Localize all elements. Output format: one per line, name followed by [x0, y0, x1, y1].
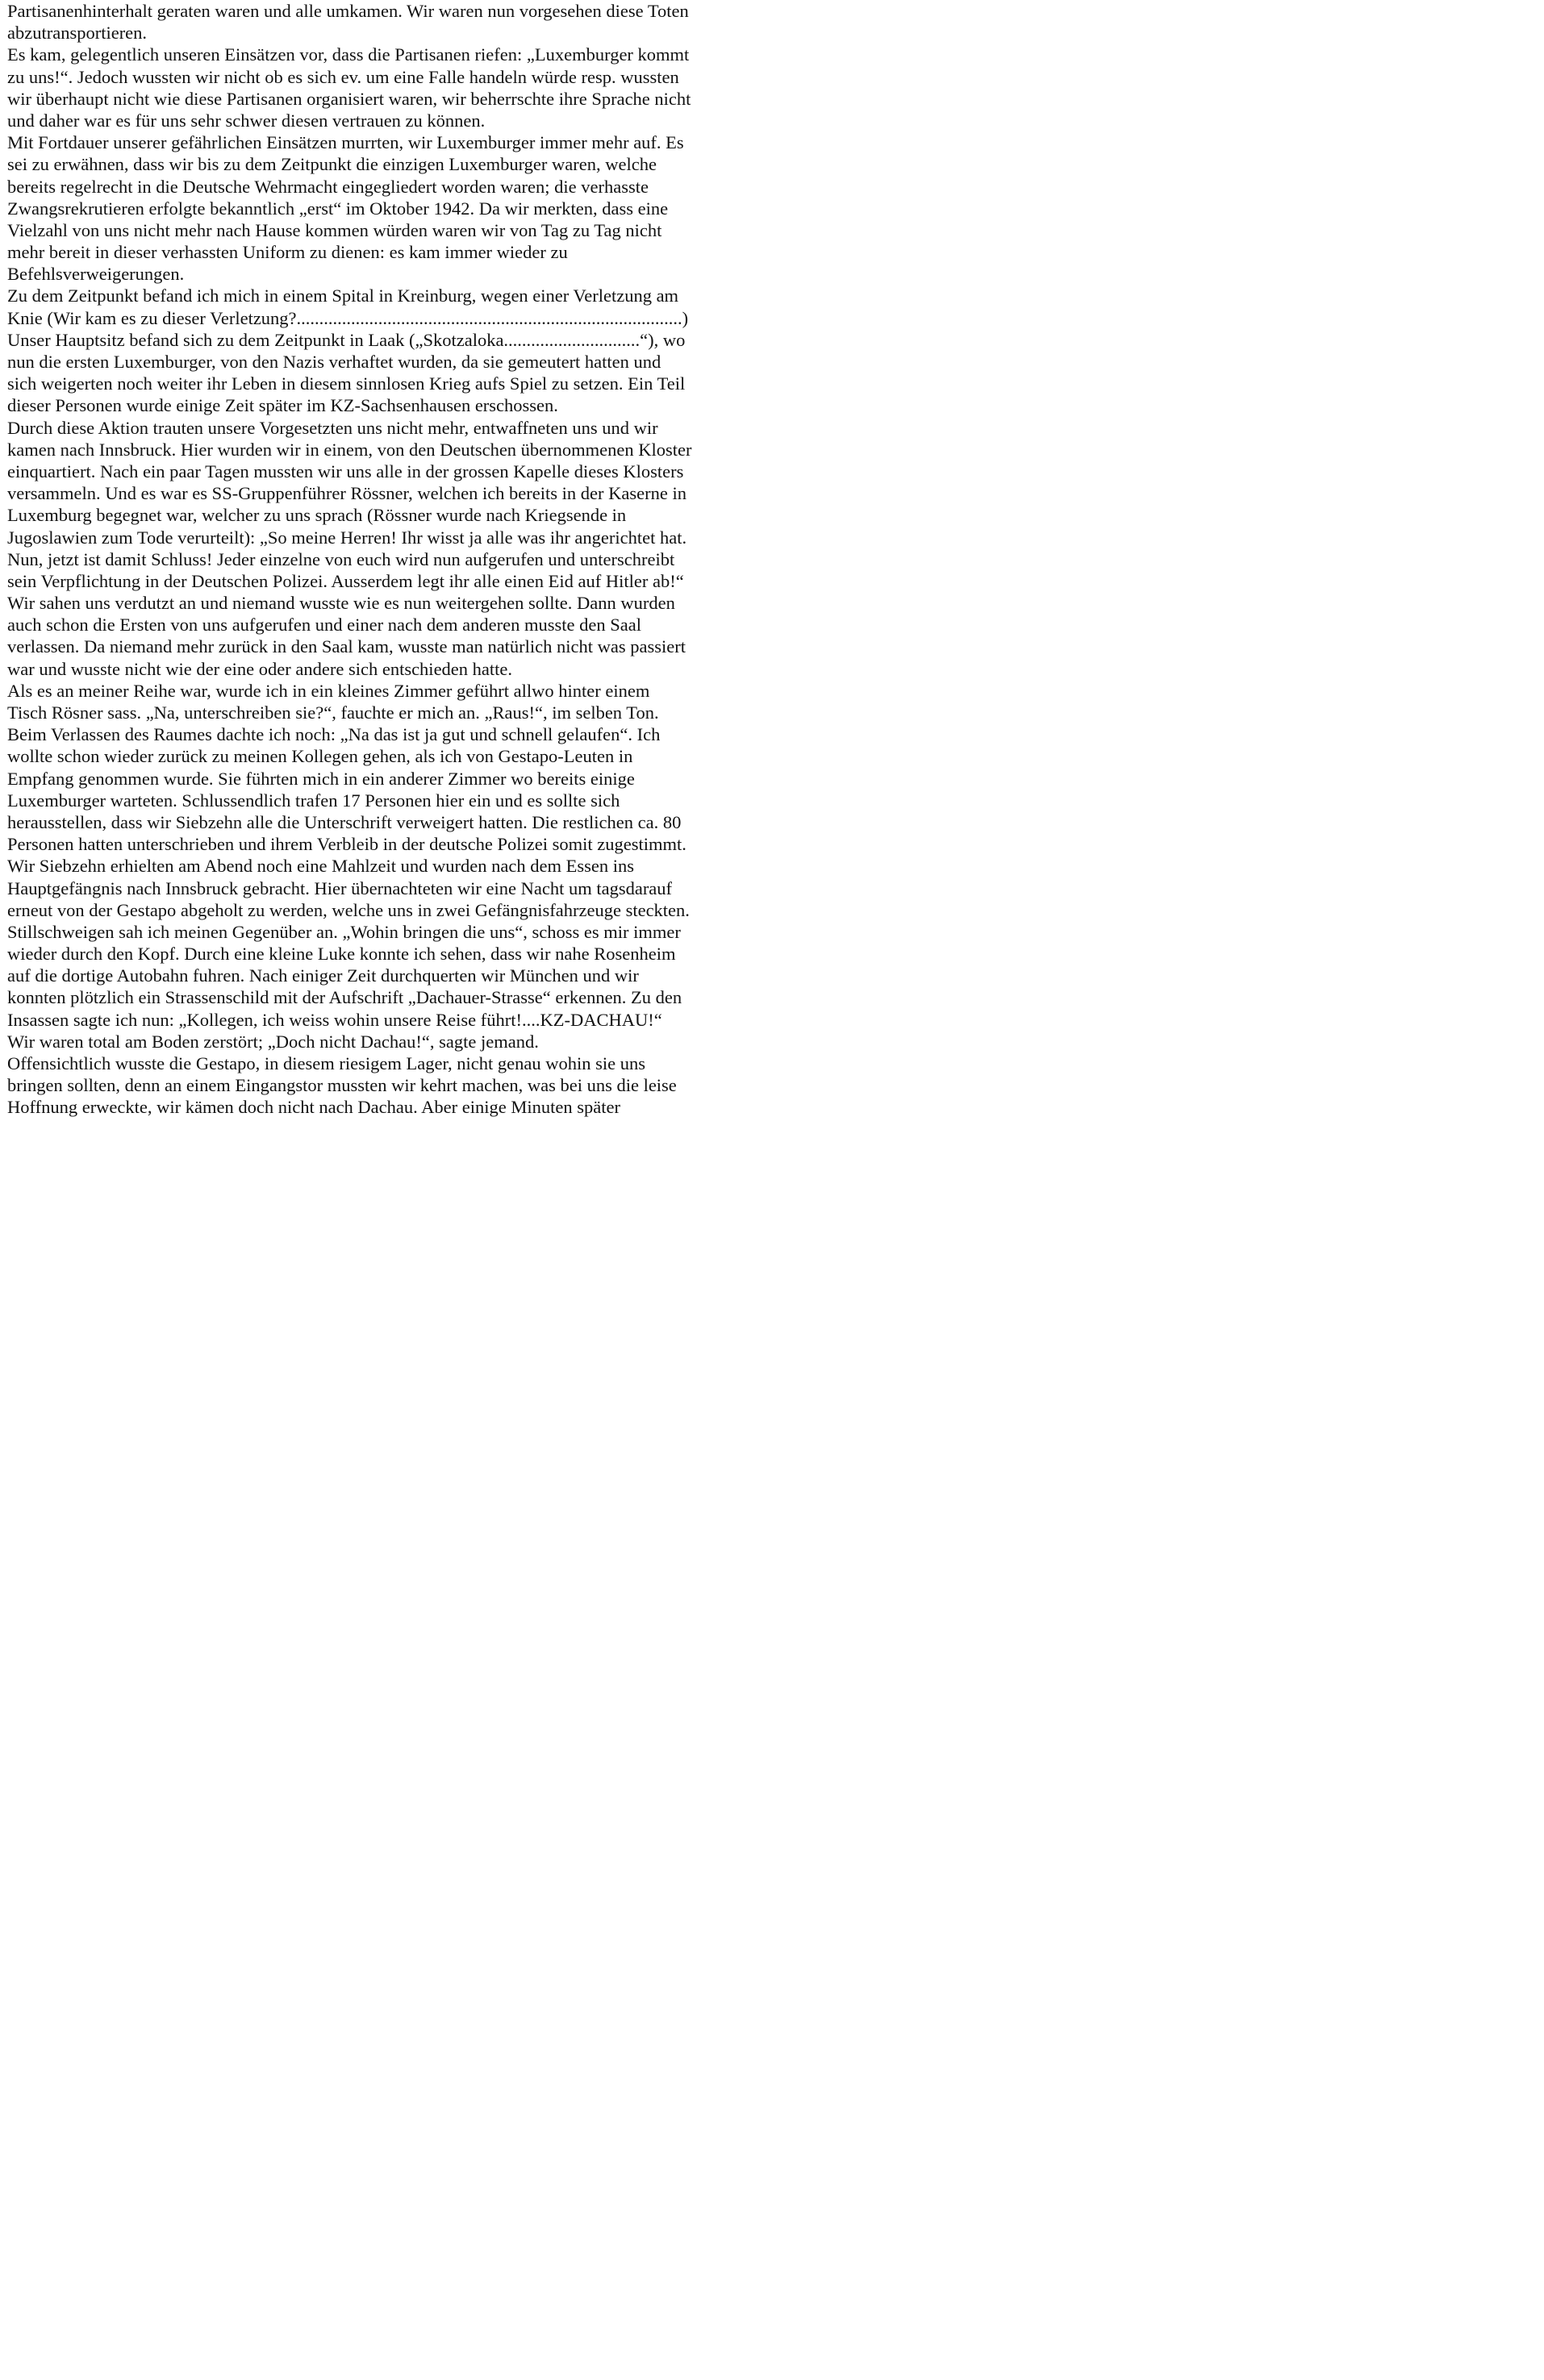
- text-line: auf die dortige Autobahn fuhren. Nach einiger Zeit durchquerten wir München und wir: [7, 965, 639, 986]
- text-line: Luxemburg begegnet war, welcher zu uns sprach (Rössner wurde nach Kriegsende in: [7, 505, 627, 526]
- text-line: Offensichtlich wusste die Gestapo, in diesem riesigem Lager, nicht genau wohin sie uns: [7, 1053, 645, 1073]
- text-line: bringen sollten, denn an einem Eingangstor mussten wir kehrt machen, was bei uns die leise: [7, 1075, 677, 1096]
- text-line: konnten plötzlich ein Strassenschild mit der Aufschrift „Dachauer-Strasse“ erkennen. Zu den: [7, 987, 682, 1008]
- document-page: [7, 0, 824, 1276]
- text-line: auch schon die Ersten von uns aufgerufen und einer nach dem anderen musste den Saal: [7, 615, 641, 636]
- text-line: wieder durch den Kopf. Durch eine kleine Luke konnte ich sehen, dass wir nahe Rosenheim: [7, 944, 676, 965]
- text-line: erneut von der Gestapo abgeholt zu werden, welche uns in zwei Gefängnisfahrzeuge steckten.: [7, 899, 690, 920]
- text-line: Nun, jetzt ist damit Schluss! Jeder einzelne von euch wird nun aufgerufen und unterschreibt: [7, 548, 675, 569]
- text-line: verlassen. Da niemand mehr zurück in den Saal kam, wusste man natürlich nicht was passiert: [7, 636, 686, 657]
- text-line: Vielzahl von uns nicht mehr nach Hause kommen würden waren wir von Tag zu Tag nicht: [7, 219, 662, 240]
- text-line: zu uns!“. Jedoch wussten wir nicht ob es sich ev. um eine Falle handeln würde resp. wussten: [7, 66, 679, 87]
- text-line: Als es an meiner Reihe war, wurde ich in ein kleines Zimmer geführt allwo hinter einem: [7, 680, 650, 701]
- text-line: Befehlsverweigerungen.: [7, 264, 185, 285]
- text-line: Es kam, gelegentlich unseren Einsätzen vor, dass die Partisanen riefen: „Luxemburger kommt: [7, 44, 690, 65]
- text-line: einquartiert. Nach ein paar Tagen mussten wir uns alle in der grossen Kapelle dieses Klosters: [7, 461, 684, 481]
- text-line: war und wusste nicht wie der eine oder andere sich entschieden hatte.: [7, 658, 513, 679]
- text-line: Jugoslawien zum Tode verurteilt): „So meine Herren! Ihr wisst ja alle was ihr angerichtet hat.: [7, 527, 687, 548]
- document-body: [7, 0, 824, 1119]
- text-line: Partisanenhinterhalt geraten waren und alle umkamen. Wir waren nun vorgesehen diese Toten: [7, 1, 689, 21]
- text-line: Durch diese Aktion trauten unsere Vorgesetzten uns nicht mehr, entwaffneten uns und wir: [7, 417, 658, 438]
- text-line: abzutransportieren.: [7, 23, 148, 44]
- text-line: wollte schon wieder zurück zu meinen Kollegen gehen, als ich von Gestapo-Leuten in: [7, 746, 633, 767]
- text-line: nun die ersten Luxemburger, von den Nazis verhaftet wurden, da sie gemeutert hatten und: [7, 352, 661, 372]
- text-line: sich weigerten noch weiter ihr Leben in diesem sinnlosen Krieg aufs Spiel zu setzen. Ein Teil: [7, 373, 686, 394]
- text-line: Unser Hauptsitz befand sich zu dem Zeitpunkt in Laak („Skotzaloka..............................“), wo: [7, 329, 686, 350]
- text-line: Empfang genommen wurde. Sie führten mich in ein anderer Zimmer wo bereits einige: [7, 768, 635, 789]
- text-line: und daher war es für uns sehr schwer diesen vertrauen zu können.: [7, 110, 486, 131]
- text-line: Zu dem Zeitpunkt befand ich mich in einem Spital in Kreinburg, wegen einer Verletzung am: [7, 286, 679, 306]
- text-line: dieser Personen wurde einige Zeit später im KZ-Sachsenhausen erschossen.: [7, 395, 558, 416]
- text-line: Insassen sagte ich nun: „Kollegen, ich weiss wohin unsere Reise führt!....KZ-DACHAU!“: [7, 1009, 662, 1030]
- text-line: Hoffnung erweckte, wir kämen doch nicht nach Dachau. Aber einige Minuten später: [7, 1097, 620, 1118]
- text-line: wir überhaupt nicht wie diese Partisanen organisiert waren, wir beherrschte ihre Sprache nicht: [7, 88, 691, 109]
- text-line: Hauptgefängnis nach Innsbruck gebracht. Hier übernachteten wir eine Nacht um tagsdarauf: [7, 877, 673, 898]
- text-line: Personen hatten unterschrieben und ihrem Verbleib in der deutsche Polizei somit zugestimmt.: [7, 834, 686, 855]
- text-line: Tisch Rösner sass. „Na, unterschreiben sie?“, fauchte er mich an. „Raus!“, im selben Ton.: [7, 702, 659, 723]
- text-line: herausstellen, dass wir Siebzehn alle die Unterschrift verweigert hatten. Die restlichen ca. 80: [7, 811, 682, 832]
- text-line: Stillschweigen sah ich meinen Gegenüber an. „Wohin bringen die uns“, schoss es mir immer: [7, 921, 681, 942]
- text-line: bereits regelrecht in die Deutsche Wehrmacht eingegliedert worden waren; die verhasste: [7, 176, 649, 197]
- text-line: Wir sahen uns verdutzt an und niemand wusste wie es nun weitergehen sollte. Dann wurden: [7, 593, 675, 614]
- text-line: sein Verpflichtung in der Deutschen Polizei. Ausserdem legt ihr alle einen Eid auf Hitler ab!“: [7, 570, 684, 591]
- text-line: Beim Verlassen des Raumes dachte ich noch: „Na das ist ja gut und schnell gelaufen“. Ich: [7, 724, 661, 745]
- text-line: sei zu erwähnen, dass wir bis zu dem Zeitpunkt die einzigen Luxemburger waren, welche: [7, 154, 657, 175]
- text-line: Wir Siebzehn erhielten am Abend noch eine Mahlzeit und wurden nach dem Essen ins: [7, 856, 634, 877]
- text-line: Wir waren total am Boden zerstört; „Doch nicht Dachau!“, sagte jemand.: [7, 1031, 539, 1052]
- text-line: Luxemburger warteten. Schlussendlich trafen 17 Personen hier ein und es sollte sich: [7, 790, 620, 811]
- text-line: Knie (Wir kam es zu dieser Verletzung?.....................................................................................): [7, 307, 689, 328]
- text-line: versammeln. Und es war es SS-Gruppenführer Rössner, welchen ich bereits in der Kaserne in: [7, 483, 686, 504]
- text-line: Zwangsrekrutieren erfolgte bekanntlich „erst“ im Oktober 1942. Da wir merkten, dass eine: [7, 198, 669, 219]
- text-line: Mit Fortdauer unserer gefährlichen Einsätzen murrten, wir Luxemburger immer mehr auf. Es: [7, 132, 684, 153]
- text-line: mehr bereit in dieser verhassten Uniform zu dienen: es kam immer wieder zu: [7, 242, 568, 263]
- text-line: kamen nach Innsbruck. Hier wurden wir in einem, von den Deutschen übernommenen Kloster: [7, 439, 692, 460]
